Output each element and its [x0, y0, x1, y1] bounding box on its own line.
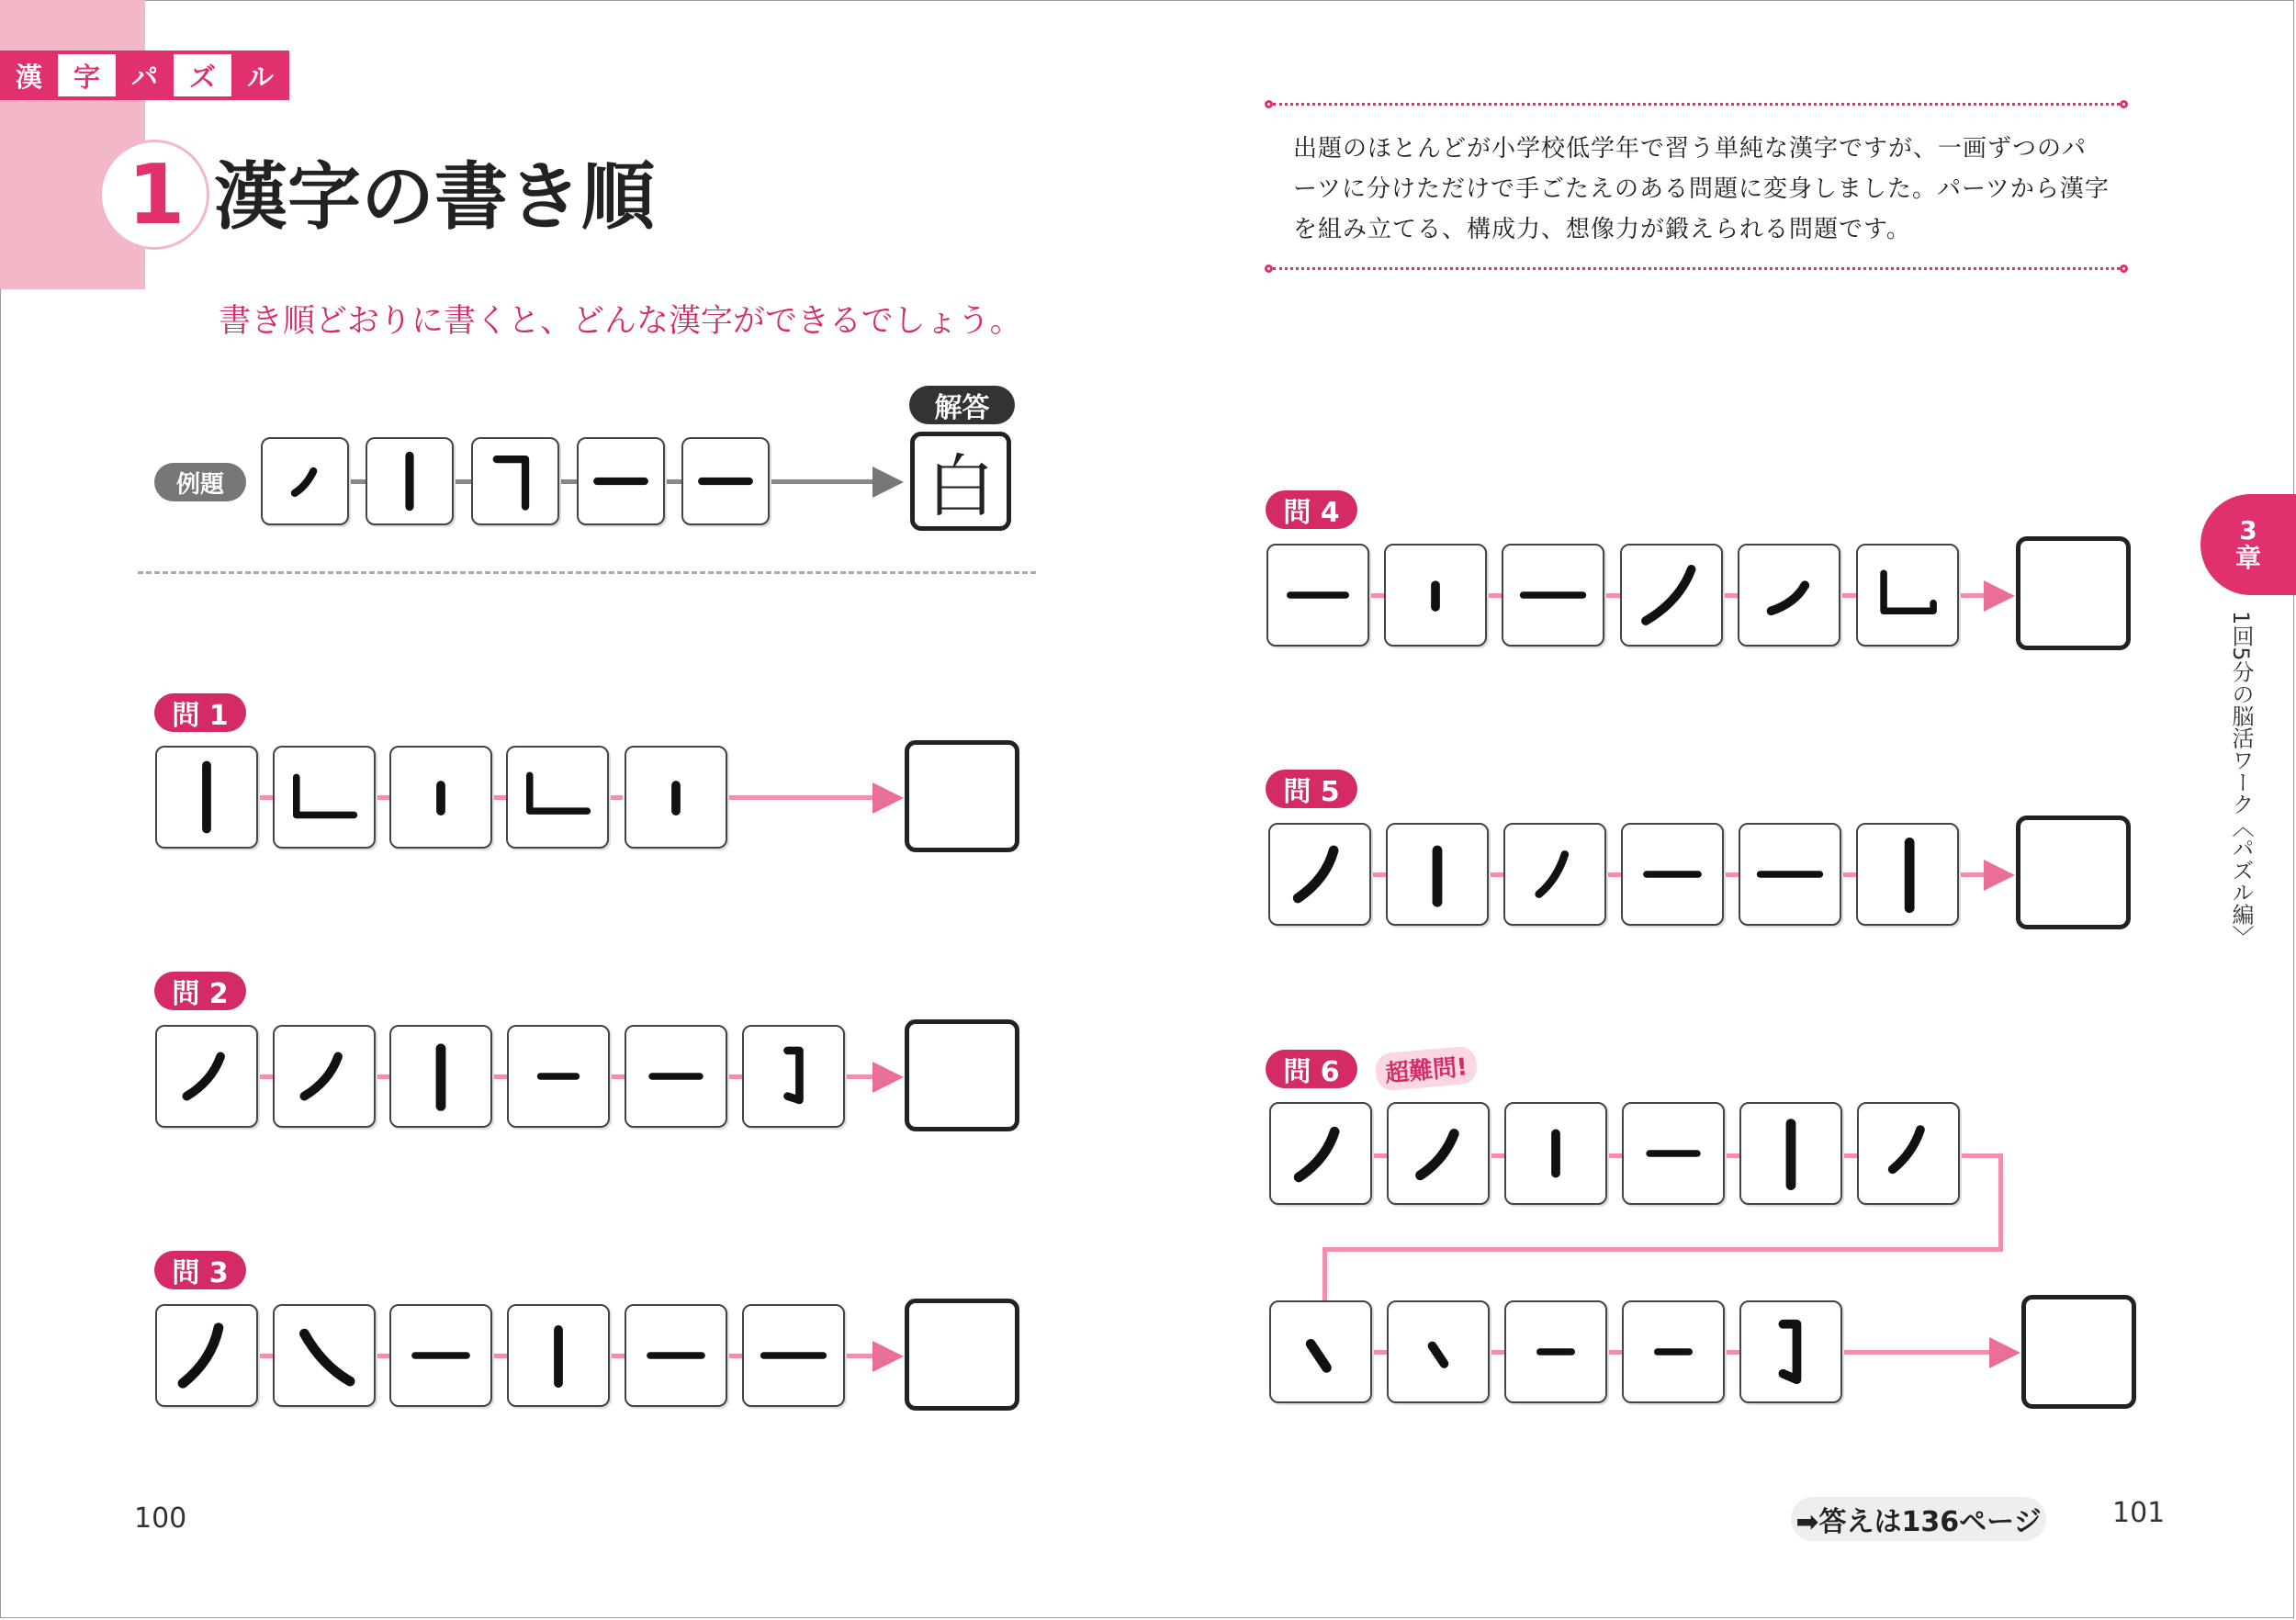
connector [1722, 593, 1739, 598]
series-char: ズ [174, 51, 231, 100]
instruction-text: 書き順どおりに書くと、どんな漢字ができるでしょう。 [219, 303, 1022, 340]
connector [844, 1354, 875, 1358]
difficulty-badge: 超難問! [1374, 1045, 1478, 1091]
question-label: 問 3 [154, 1251, 246, 1289]
arrow-icon [1984, 860, 2017, 891]
stroke-tile [1739, 823, 1841, 926]
stroke-tile [506, 746, 609, 849]
arrow-icon [872, 782, 906, 814]
stroke-tile [389, 1025, 492, 1128]
stroke-tile [1269, 1102, 1372, 1205]
answer-box[interactable] [2021, 1295, 2136, 1409]
stroke-tile [1622, 1102, 1725, 1205]
stroke-tile [273, 746, 376, 849]
stroke-tile [1739, 1300, 1842, 1403]
stroke-tile [1504, 1300, 1607, 1403]
answer-box[interactable] [2016, 536, 2131, 650]
page-title: 漢字の書き順 [214, 154, 655, 240]
stroke-tile [625, 746, 727, 849]
connector [1604, 593, 1621, 598]
answer-reference[interactable]: ➡答えは136ページ [1791, 1497, 2046, 1541]
arrow-icon [872, 1062, 906, 1093]
page-number-left: 100 [134, 1502, 187, 1535]
stroke-tile [1387, 1300, 1490, 1403]
stroke-tile [1856, 823, 1959, 926]
answer-box[interactable] [905, 1299, 1019, 1411]
desc-dot [2120, 100, 2128, 108]
book-section-title: 1回5分の脳活ワーク〈パズル編〉 [2228, 611, 2254, 948]
stroke-tile [742, 1025, 845, 1128]
arrow-icon [1984, 580, 2017, 612]
connector [490, 795, 507, 800]
answer-box[interactable] [2016, 816, 2131, 929]
chapter-tab [2200, 494, 2296, 595]
connector [728, 795, 875, 800]
example-answer-box: 白 [910, 432, 1011, 531]
stroke-tile [1268, 823, 1371, 926]
desc-dot [2120, 264, 2128, 273]
connector [1959, 872, 1986, 877]
series-title-band [0, 51, 289, 100]
series-char: 漢 [0, 51, 58, 100]
stroke-tile [1504, 1102, 1607, 1205]
answer-label: 解答 [909, 386, 1015, 424]
stroke-tile [507, 1304, 610, 1407]
connector [666, 479, 682, 484]
stroke-tile [1857, 1102, 1960, 1205]
arrow-icon [1989, 1337, 2022, 1368]
stroke-tile [681, 437, 770, 525]
desc-dot [1265, 100, 1273, 108]
stroke-tile [471, 437, 559, 525]
connector [844, 1074, 875, 1079]
connector [455, 479, 471, 484]
title-number: 1 [127, 147, 186, 243]
connector [1998, 1153, 2003, 1251]
answer-box[interactable] [905, 1019, 1019, 1131]
stroke-tile [1269, 1300, 1372, 1403]
stroke-tile [1739, 1102, 1842, 1205]
series-char: ル [231, 51, 289, 100]
stroke-tile [155, 1304, 258, 1407]
stroke-tile [1622, 1300, 1725, 1403]
answer-box[interactable] [905, 740, 1019, 852]
stroke-tile [1738, 544, 1840, 647]
question-label: 問 6 [1266, 1050, 1357, 1088]
stroke-tile [1856, 544, 1959, 647]
question-label: 問 5 [1266, 770, 1357, 808]
stroke-tile [507, 1025, 610, 1128]
stroke-tile [577, 437, 665, 525]
stroke-tile [1503, 823, 1606, 926]
stroke-tile [625, 1304, 727, 1407]
stroke-tile [1502, 544, 1604, 647]
desc-bottom-line [1273, 267, 2120, 270]
stroke-tile [742, 1304, 845, 1407]
stroke-tile [1386, 823, 1489, 926]
question-label: 問 4 [1266, 490, 1357, 529]
page-number-right: 101 [2112, 1497, 2166, 1529]
connector [1486, 593, 1503, 598]
desc-top-line [1273, 103, 2120, 106]
arrow-icon [872, 1341, 906, 1372]
question-label: 問 1 [154, 693, 246, 732]
chapter-label: 章 [2234, 543, 2261, 573]
chapter-number: 3 [2239, 515, 2257, 546]
series-char: パ [116, 51, 174, 100]
stroke-tile [155, 746, 258, 849]
description-text: 出題のほとんどが小学校低学年で習う単純な漢字ですが、一画ずつのパーツに分けただけで手ごたえのある問題に変身しました。パーツから漢字を組み立てる、構成力、想像力が鍛えられる問題です。 [1293, 135, 2110, 243]
arrow-icon [872, 467, 906, 498]
connector [1960, 1153, 2002, 1158]
divider [138, 571, 1036, 574]
connector [1840, 593, 1857, 598]
stroke-tile [366, 437, 454, 525]
stroke-tile [1266, 544, 1369, 647]
stroke-tile [1620, 544, 1723, 647]
stroke-tile [1387, 1102, 1490, 1205]
example-label: 例題 [154, 463, 246, 501]
stroke-tile [273, 1304, 376, 1407]
stroke-tile [1621, 823, 1724, 926]
connector [1842, 1350, 1993, 1355]
stroke-tile [273, 1025, 376, 1128]
stroke-tile [389, 746, 492, 849]
series-char: 字 [58, 51, 116, 100]
connector [1322, 1247, 1327, 1302]
connector [1322, 1247, 2003, 1252]
connector [349, 479, 366, 484]
connector [560, 479, 577, 484]
stroke-tile [261, 437, 349, 525]
question-label: 問 2 [154, 972, 246, 1010]
stroke-tile [389, 1304, 492, 1407]
stroke-tile [1384, 544, 1487, 647]
stroke-tile [155, 1025, 258, 1128]
connector [770, 479, 875, 484]
stroke-tile [625, 1025, 727, 1128]
desc-dot [1265, 264, 1273, 273]
